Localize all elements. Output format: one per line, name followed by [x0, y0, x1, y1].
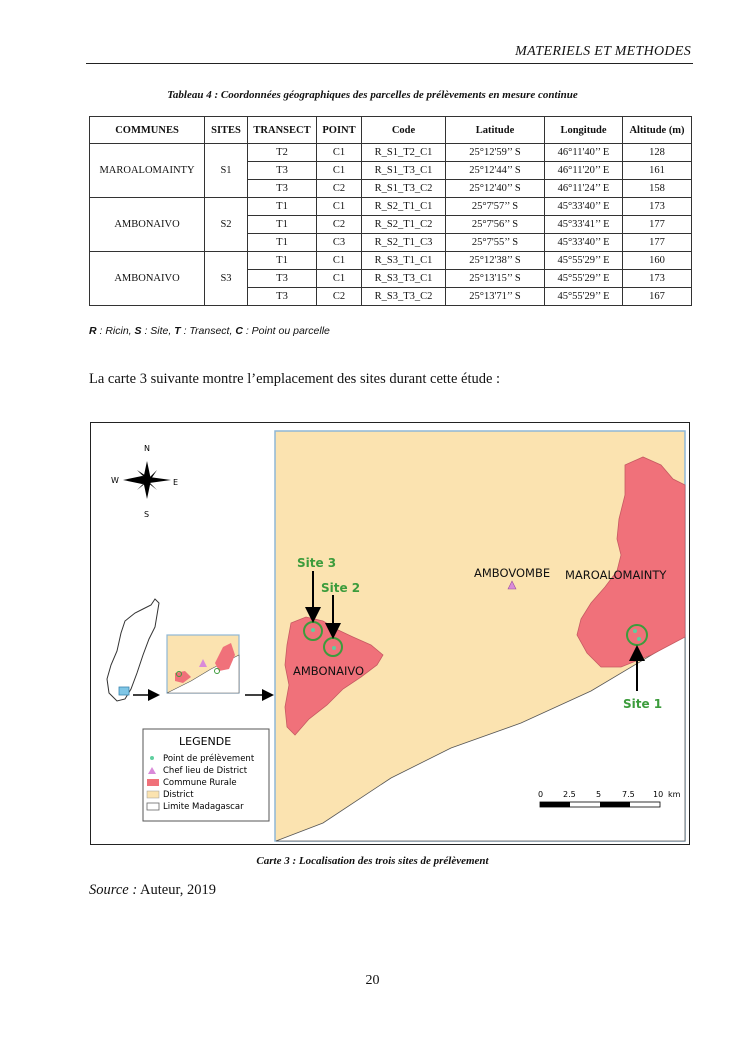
cell: C1: [317, 198, 362, 216]
cell: 46°11'24’’ E: [545, 180, 623, 198]
cell: T3: [248, 180, 317, 198]
source-label: Source :: [89, 882, 138, 898]
scale-tick: 0: [538, 790, 544, 799]
cell: 177: [623, 234, 692, 252]
legend-item: District: [163, 790, 194, 800]
map-caption: Carte 3 : Localisation des trois sites de prélèvement: [256, 855, 489, 867]
cell: C1: [317, 162, 362, 180]
legend-title: LEGENDE: [179, 735, 232, 748]
note-text: : Site,: [141, 325, 175, 337]
commune-cell: MAROALOMAINTY: [90, 144, 205, 198]
col-point: POINT: [317, 117, 362, 144]
col-altitude: Altitude (m): [623, 117, 692, 144]
cell: T1: [248, 234, 317, 252]
ambovombe-label: AMBOVOMBE: [474, 566, 551, 580]
cell: C1: [317, 270, 362, 288]
col-code: Code: [362, 117, 446, 144]
cell: 158: [623, 180, 692, 198]
cell: 45°55'29’’ E: [545, 288, 623, 306]
compass-n: N: [144, 444, 150, 453]
cell: T1: [248, 198, 317, 216]
cell: 45°33'40’’ E: [545, 198, 623, 216]
cell: 25°7'57’’ S: [446, 198, 545, 216]
cell: R_S1_T3_C1: [362, 162, 446, 180]
legend-item: Point de prélèvement: [163, 754, 255, 764]
cell: 46°11'40’’ E: [545, 144, 623, 162]
table-caption: Tableau 4 : Coordonnées géographiques des parcelles de prélèvements en mesure continue: [167, 89, 578, 101]
note-text: : Point ou parcelle: [242, 325, 330, 337]
note-key: C: [235, 325, 243, 337]
cell: R_S2_T1_C3: [362, 234, 446, 252]
cell: 25°7'56’’ S: [446, 216, 545, 234]
scale-bar-segment: [540, 802, 570, 807]
cell: 25°12'59’’ S: [446, 144, 545, 162]
cell: T1: [248, 252, 317, 270]
legend-item: Commune Rurale: [163, 778, 237, 788]
cell: R_S3_T3_C2: [362, 288, 446, 306]
cell: 46°11'20’’ E: [545, 162, 623, 180]
cell: 25°7'55’’ S: [446, 234, 545, 252]
scale-tick: 10: [653, 790, 664, 799]
compass-e: E: [173, 478, 179, 487]
compass-icon: [123, 461, 171, 499]
legend-point-icon: [150, 756, 154, 760]
table-header-row: [90, 117, 692, 144]
cell: 177: [623, 216, 692, 234]
cell: C2: [317, 216, 362, 234]
site3-label: Site 3: [297, 556, 337, 570]
col-transect: TRANSECT: [248, 117, 317, 144]
site-cell: S2: [205, 198, 248, 252]
note-key: R: [89, 325, 97, 337]
col-communes: COMMUNES: [90, 117, 205, 144]
compass-s: S: [144, 510, 150, 519]
scale-tick: 7.5: [622, 790, 635, 799]
cell: C1: [317, 252, 362, 270]
header-rule: [86, 63, 693, 64]
sample-point: [633, 629, 637, 633]
cell: C2: [317, 180, 362, 198]
cell: R_S1_T3_C2: [362, 180, 446, 198]
cell: T3: [248, 162, 317, 180]
scale-unit: km: [668, 790, 681, 799]
cell: 25°12'44’’ S: [446, 162, 545, 180]
site-cell: S3: [205, 252, 248, 306]
cell: 25°13'15’’ S: [446, 270, 545, 288]
cell: 45°33'41’’ E: [545, 216, 623, 234]
cell: R_S2_T1_C2: [362, 216, 446, 234]
cell: R_S1_T2_C1: [362, 144, 446, 162]
madagascar-inset-box: [119, 687, 129, 695]
cell: 45°55'29’’ E: [545, 270, 623, 288]
source-value: Auteur, 2019: [137, 882, 216, 898]
legend-commune-swatch: [147, 779, 159, 786]
cell: 45°55'29’’ E: [545, 252, 623, 270]
site2-label: Site 2: [321, 581, 361, 595]
cell: R_S3_T3_C1: [362, 270, 446, 288]
scale-bar-segment: [600, 802, 630, 807]
commune-cell: AMBONAIVO: [90, 252, 205, 306]
cell: 25°13'71’’ S: [446, 288, 545, 306]
legend-item: Chef lieu de District: [163, 766, 248, 776]
cell: R_S2_T1_C1: [362, 198, 446, 216]
cell: T1: [248, 216, 317, 234]
col-latitude: Latitude: [446, 117, 545, 144]
scale-tick: 2.5: [563, 790, 576, 799]
commune-cell: AMBONAIVO: [90, 198, 205, 252]
site1-label: Site 1: [623, 697, 663, 711]
page-number: 20: [365, 973, 380, 988]
cell: C1: [317, 144, 362, 162]
cell: 167: [623, 288, 692, 306]
sample-point: [311, 628, 315, 632]
ambonaivo-label: AMBONAIVO: [293, 664, 365, 678]
legend-item: Limite Madagascar: [163, 802, 244, 812]
note-key: S: [134, 325, 142, 337]
cell: 173: [623, 198, 692, 216]
cell: C2: [317, 288, 362, 306]
cell: T2: [248, 144, 317, 162]
legend-district-swatch: [147, 791, 159, 798]
note-key: T: [174, 325, 181, 337]
source-line: [89, 882, 216, 899]
coordinates-table: [89, 116, 692, 306]
cell: 161: [623, 162, 692, 180]
col-sites: SITES: [205, 117, 248, 144]
table-row: [90, 198, 692, 216]
cell: T3: [248, 270, 317, 288]
sample-point: [332, 646, 336, 650]
cell: 160: [623, 252, 692, 270]
compass-w: W: [111, 476, 119, 485]
note-text: : Ricin,: [96, 325, 135, 337]
col-longitude: Longitude: [545, 117, 623, 144]
cell: T3: [248, 288, 317, 306]
cell: 45°33'40’’ E: [545, 234, 623, 252]
table-note: [89, 325, 330, 337]
cell: C3: [317, 234, 362, 252]
note-text: : Transect,: [180, 325, 236, 337]
sample-point: [637, 637, 641, 641]
cell: 128: [623, 144, 692, 162]
cell: 173: [623, 270, 692, 288]
table-row: [90, 144, 692, 162]
cell: R_S3_T1_C1: [362, 252, 446, 270]
intro-paragraph: La carte 3 suivante montre l’emplacement des sites durant cette étude :: [89, 371, 501, 387]
map-canvas: [91, 423, 689, 844]
maroalomainty-label: MAROALOMAINTY: [565, 568, 667, 582]
scale-tick: 5: [596, 790, 602, 799]
cell: 25°12'38’’ S: [446, 252, 545, 270]
madagascar-outline: [107, 599, 159, 701]
site-cell: S1: [205, 144, 248, 198]
cell: 25°12'40’’ S: [446, 180, 545, 198]
section-header: MATERIELS ET METHODES: [515, 44, 691, 59]
table-row: [90, 252, 692, 270]
site-map: [90, 422, 690, 845]
legend-limit-swatch: [147, 803, 159, 810]
